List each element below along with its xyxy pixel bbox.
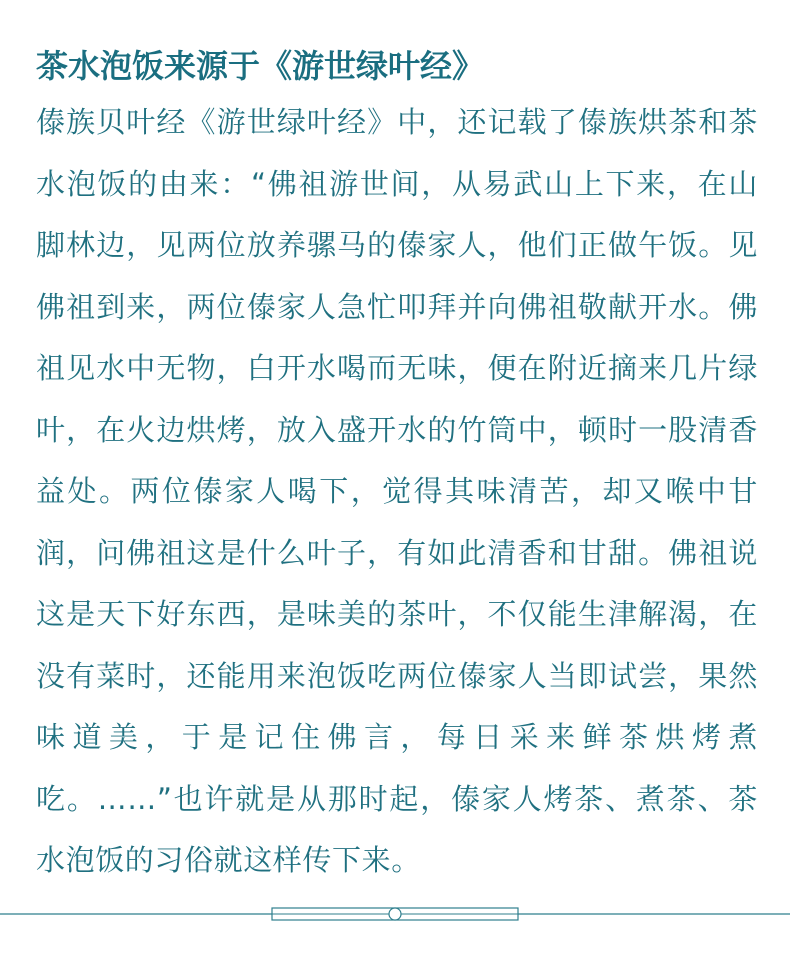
ornament-divider-icon [0,900,790,928]
article-title: 茶水泡饭来源于《游世绿叶经》 [36,47,485,85]
footer-divider [0,900,790,928]
article-body: 傣族贝叶经《游世绿叶经》中，还记载了傣族烘茶和茶水泡饭的由来：“佛祖游世间，从易武山上下来，在山脚林边，见两位放养骡马的傣家人，他们正做午饭。见佛祖到来，两位傣家人急忙叩拜并向佛祖敬献开水。佛祖见水中无物，白开水喝而无味，便在附近摘来几片绿叶，在火边烘烤，放入盛开水的竹筒中，顿时一股清香益处。两位傣家人喝下，觉得其味清苦，却又喉中甘润，问佛祖这是什么叶子，有如此清香和甘甜。佛祖说这是天下好东西，是味美的茶叶，不仅能生津解渴，在没有菜时，还能用来泡饭吃两位傣家人当即试尝，果然味道美，于是记住佛言，每日采来鲜茶烘烤煮吃。……”也许就是从那时起，傣家人烤茶、煮茶、茶水泡饭的习俗就这样传下来。 [36,105,758,877]
article [36,40,758,892]
